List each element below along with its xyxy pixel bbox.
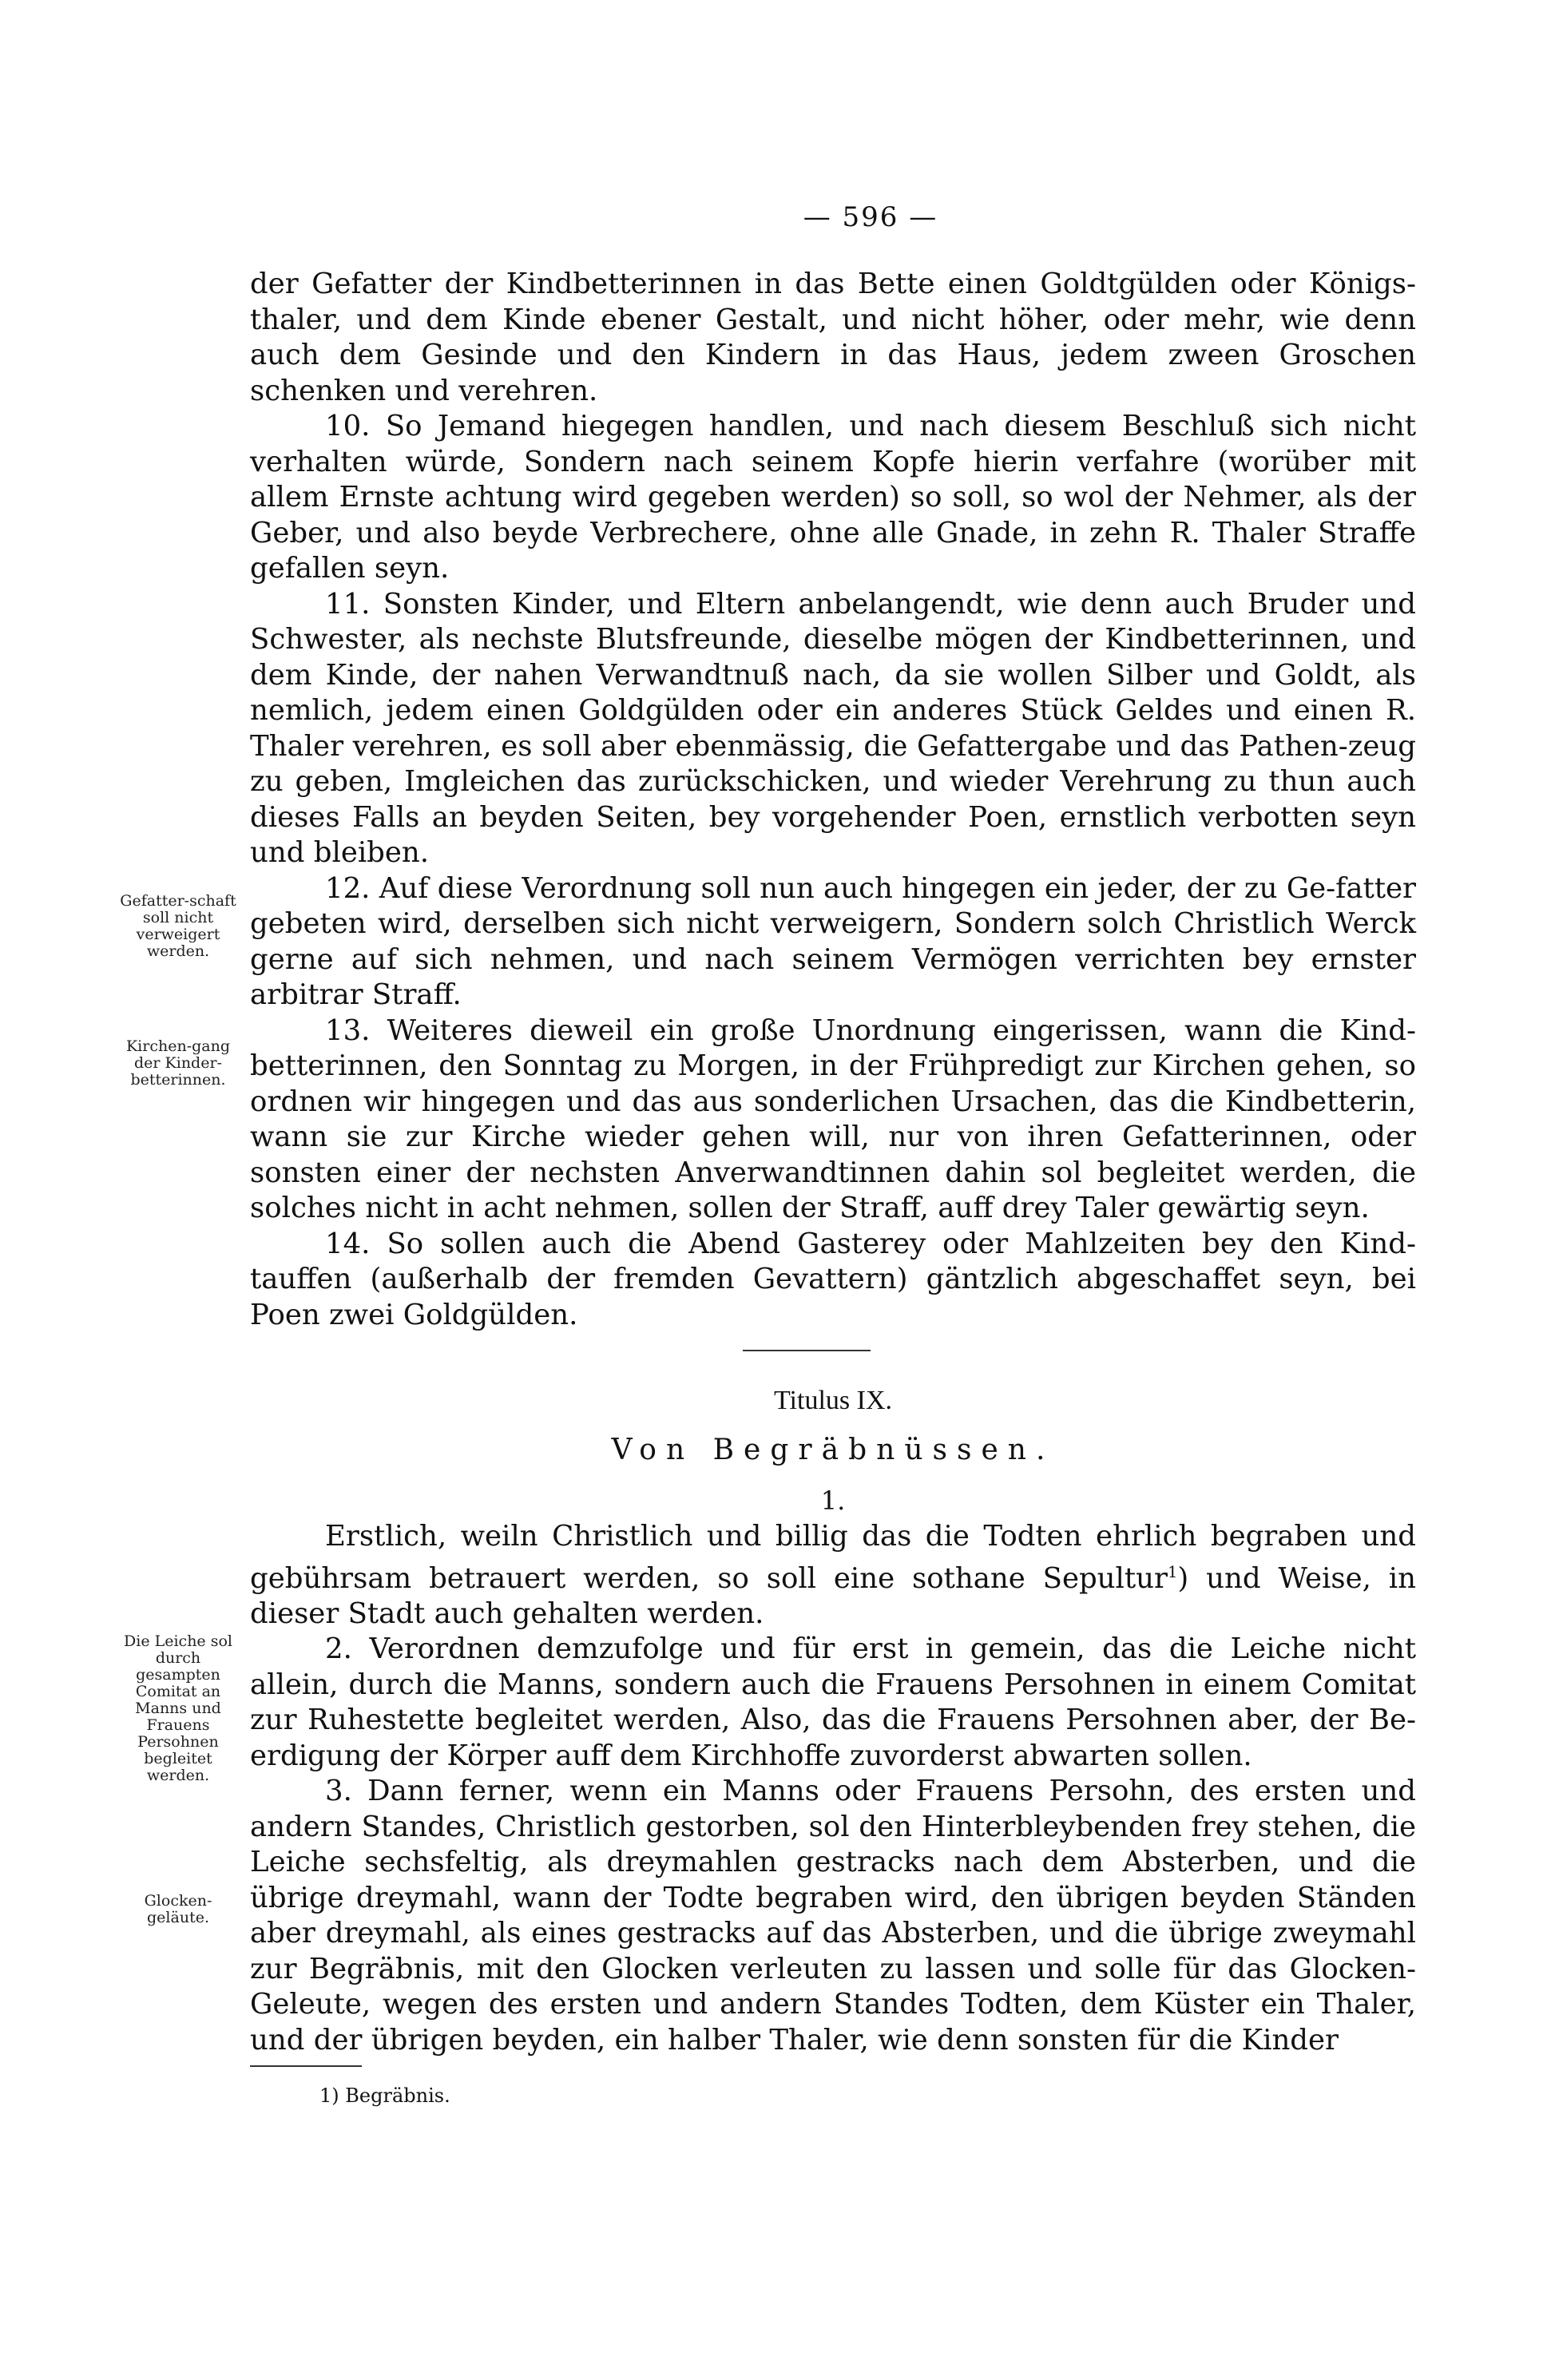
footnote-marker: 1) (319, 2084, 339, 2107)
paragraph-12: 12. Auf diese Verordnung soll nun auch hingegen ein jeder, der zu Ge-fatter gebeten wird, derselben sich nicht verweigern, Sondern solch Christlich Werck gerne auf sich nehmen, und nach seinem Vermögen verrichten bey ernster arbitrar Straff. (250, 871, 1416, 1011)
footnote-rule (250, 2065, 362, 2067)
paragraph-10: 10. So Jemand hiegegen handlen, und nach diesem Beschluß sich nicht verhalten würde, Sondern nach seinem Kopfe hierin verfahre (worüber mit allem Ernste achtung wird gegeben werden) so soll, so wol der Nehmer, als der Geber, und also beyde Verbrechere, ohne alle Gnade, in zehn R. Thaler Straffe gefallen seyn. (250, 410, 1416, 585)
paragraph-11: 11. Sonsten Kinder, und Eltern anbelangendt, wie denn auch Bruder und Schwester, als nechste Blutsfreunde, dieselbe mögen der Kindbetterinnen, und dem Kinde, der nahen Verwandtnuß nach, da sie wollen Silber und Goldt, als nemlich, jedem einen Goldgülden oder ein anderes Stück Geldes und einen R. Thaler verehren, es soll aber ebenmässig, die Gefattergabe und das Pathen-zeug zu geben, Imgleichen das zurückschicken, und wieder Verehrung zu thun auch dieses Falls an beyden Seiten, bey vorgehender Poen, ernstlich verbotten seyn und bleiben. (250, 587, 1416, 869)
paragraph-3: 3. Dann ferner, wenn ein Manns oder Frauens Persohn, des ersten und andern Standes, Christlich gestorben, sol den Hinterbleybenden frey stehen, die Leiche sechsfeltig, als dreymahlen gestracks nach dem Absterben, und die übrige dreymahl, wann der Todte begraben wird, den übrigen beyden Ständen aber dreymahl, als eines gestracks auf das Absterben, und die übrige zweymahl zur Begräbnis, mit den Glocken verleuten zu lassen und solle für das Glocken-Geleute, wegen des ersten und andern Standes Todten, dem Küster ein Thaler, und der übrigen beyden, ein halber Thaler, wie denn sonsten für die Kinder (250, 1775, 1416, 2057)
body-block-1 (250, 267, 1416, 1333)
paragraph-continuation: der Gefatter der Kindbetterinnen in das Bette einen Goldtgülden oder Königs-thaler, und dem Kinde ebener Gestalt, und nicht höher, oder mehr, wie denn auch dem Gesinde und den Kindern in das Haus, jedem zween Groschen schenken und verehren. (250, 268, 1416, 407)
footnote-ref[interactable]: 1 (1168, 1562, 1178, 1581)
paragraph-1: Erstlich, weiln Christlich und billig das die Todten ehrlich begraben und gebührsam betrauert werden, so soll eine sothane Sepultur$^1$) und Weise, in dieser Stadt auch gehalten werden. (250, 1520, 1417, 1630)
margin-note-glocken: Glocken-geläute. (144, 1892, 212, 1926)
paragraph-14: 14. So sollen auch die Abend Gasterey oder Mahlzeiten bey den Kind-tauffen (außerhalb der fremden Gevattern) gäntzlich abgeschaffet seyn, bei Poen zwei Goldgülden. (250, 1227, 1416, 1331)
section-divider (743, 1350, 871, 1351)
footnote-text: Begräbnis. (345, 2084, 450, 2107)
body-block-2 (250, 1519, 1416, 2058)
footnote (319, 2084, 450, 2107)
section-title: Von Begräbnüssen. (611, 1434, 1055, 1466)
margin-note-leiche: Die Leiche sol durch gesampten Comitat an Manns und Frauens Persohnen begleitet werden. (124, 1632, 232, 1784)
titulus-heading: Titulus IX. (773, 1386, 893, 1415)
page-number: — 596 — (803, 201, 938, 233)
margin-note-kirchengang: Kirchen-gang der Kinder-betterinnen. (125, 1037, 231, 1089)
margin-note-gefatterschaft: Gefatter-schaft soll nicht verweigert werden. (120, 892, 236, 960)
paragraph-13: 13. Weiteres dieweil ein große Unordnung eingerissen, wann die Kind-betterinnen, den Sonntag zu Morgen, in der Frühpredigt zur Kirchen gehen, so ordnen wir hingegen und das aus sonderlichen Ursachen, das die Kindbetterin, wann sie zur Kirche wieder gehen will, nur von ihren Gefatterinnen, oder sonsten einer der nechsten Anverwandtinnen dahin sol begleitet werden, die solches nicht in acht nehmen, sollen der Straff, auff drey Taler gewärtig seyn. (250, 1013, 1416, 1224)
subsection-number: 1. (820, 1486, 846, 1516)
paragraph-2: 2. Verordnen demzufolge und für erst in gemein, das die Leiche nicht allein, durch die Manns, sondern auch die Frauens Persohnen in einem Comitat zur Ruhestette begleitet werden, Also, das die Frauens Persohnen aber, der Be-erdigung der Körper auff dem Kirchhoffe zuvorderst abwarten sollen. (250, 1632, 1416, 1772)
